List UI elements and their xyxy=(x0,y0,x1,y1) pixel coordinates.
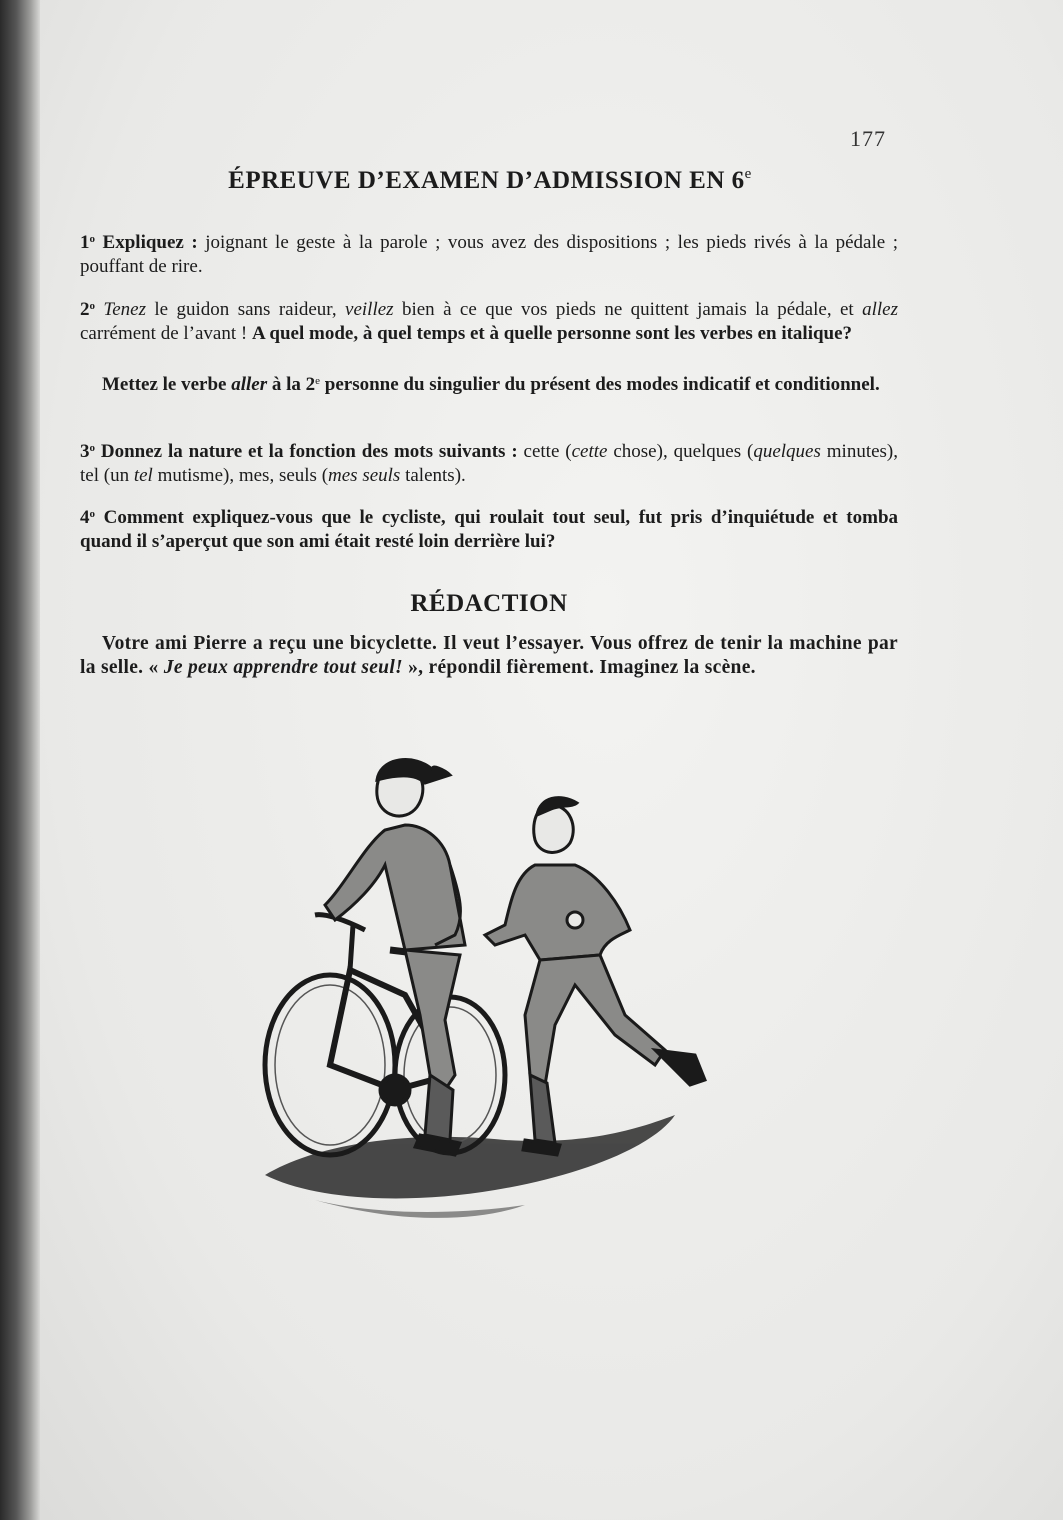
text-run: talents). xyxy=(400,464,466,486)
exam-title xyxy=(120,166,860,195)
text-run: minutes), tel (un xyxy=(80,441,898,486)
question-2-followup xyxy=(80,370,898,397)
text-run: quelques xyxy=(753,441,821,462)
question-4-body xyxy=(80,507,898,552)
text-run: tel xyxy=(133,464,153,486)
text-run: », répondil fièrement. Imaginez la scène. xyxy=(402,657,756,678)
question-number: 1$^o$ xyxy=(80,232,95,253)
text-run: veillez xyxy=(345,299,394,320)
book-gutter xyxy=(0,0,40,1520)
text-run: Comment expliquez-vous que le cycliste, qui roulait tout seul, fut pris d’inquiétude et tomba quand il s’aperçut que son ami était resté loin derrière lui? xyxy=(80,507,899,552)
cyclist-and-runner-illustration xyxy=(255,745,725,1225)
bicycle xyxy=(265,915,505,1155)
text-run: bien à ce que vos pieds ne quittent jamais la pédale, et xyxy=(393,299,863,320)
text-run: e xyxy=(315,375,321,387)
exam-title-sup: e xyxy=(744,166,752,182)
exam-title-text: ÉPREUVE D’EXAMEN D’ADMISSION EN 6 xyxy=(228,167,745,194)
text-run: chose), quelques ( xyxy=(607,441,754,462)
runner xyxy=(485,798,705,1155)
question-1-body xyxy=(80,232,898,277)
text-run: Votre ami Pierre a reçu une bicyclette. Il veut l’essayer. Vous offrez de tenir la machine par la selle. « xyxy=(80,633,898,678)
text-run: Je peux apprendre tout seul! xyxy=(163,657,403,678)
text-run: mutisme), mes, seuls ( xyxy=(152,464,329,486)
question-number: 2$^o$ xyxy=(80,299,95,320)
page-number: 177 xyxy=(850,126,886,151)
text-run: le guidon sans raideur, xyxy=(146,299,346,320)
question-1 xyxy=(80,228,898,278)
ground-shadow xyxy=(265,1115,675,1218)
text-run: aller xyxy=(231,374,268,395)
redaction-prompt xyxy=(80,632,898,680)
redaction-title: RÉDACTION xyxy=(410,590,568,617)
question-3 xyxy=(80,437,898,487)
question-3-body xyxy=(80,441,898,486)
text-run: A quel mode, à quel temps et à quelle personne sont les verbes en italique? xyxy=(251,322,853,344)
text-run: mes seuls xyxy=(328,464,401,486)
text-run: Expliquez : xyxy=(102,232,198,253)
text-run: cette xyxy=(571,441,608,462)
question-4 xyxy=(80,503,898,553)
text-run: joignant le geste à la parole ; vous avez des dispositions ; les pieds rivés à la pédale ; pouffant de rire. xyxy=(80,232,899,277)
text-run: personne du singulier du présent des modes indicatif et conditionnel. xyxy=(320,374,880,395)
text-run: carrément de l’avant ! xyxy=(80,322,252,344)
question-number: 4$^o$ xyxy=(80,507,95,528)
text-run: Tenez xyxy=(103,299,146,320)
question-2 xyxy=(80,295,898,345)
text-run: cette ( xyxy=(517,441,572,462)
text-run: à la 2 xyxy=(267,374,316,395)
text-run: Donnez la nature et la fonction des mots suivants : xyxy=(100,441,518,462)
question-number: 3$^o$ xyxy=(80,441,95,462)
question-2-body xyxy=(80,299,898,344)
text-run: Mettez le verbe xyxy=(102,374,232,395)
text-run: allez xyxy=(862,299,898,320)
